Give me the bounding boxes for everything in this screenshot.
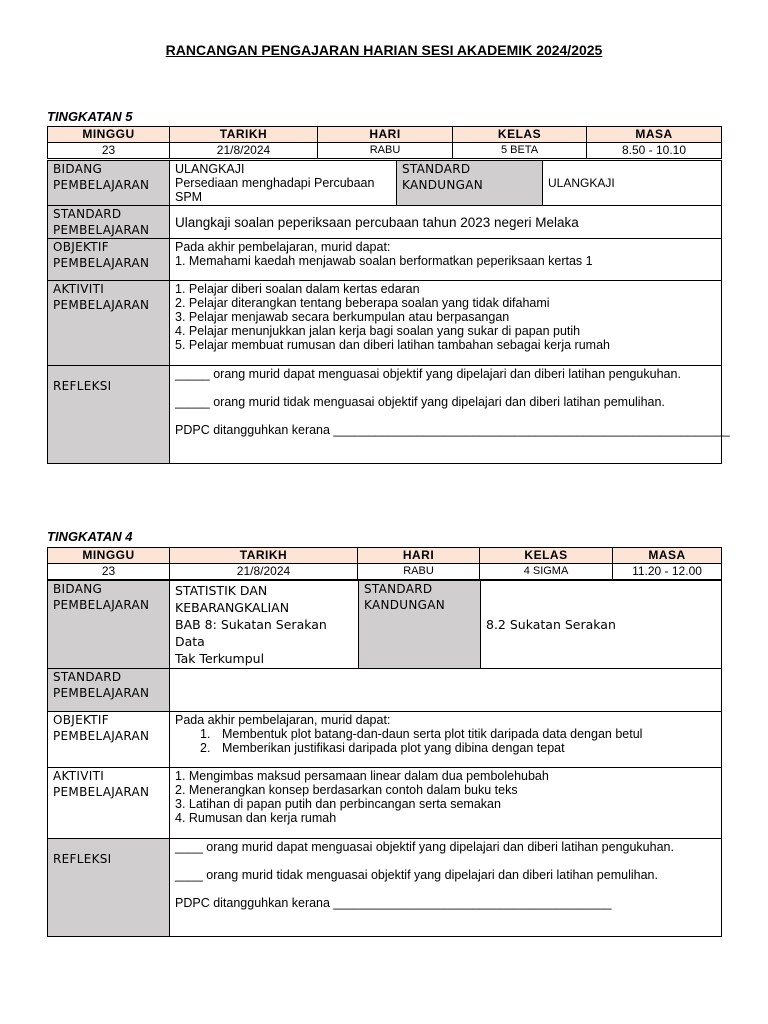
form4-heading: TINGKATAN 4 bbox=[47, 529, 133, 544]
label-bidang: BIDANG PEMBELAJARAN bbox=[48, 581, 170, 669]
header-masa: MASA bbox=[587, 127, 722, 143]
header-minggu: MINGGU bbox=[48, 548, 170, 564]
label-refleksi: REFLEKSI bbox=[48, 366, 170, 464]
standard-pembelajaran-value bbox=[170, 669, 722, 712]
standard-kandungan-value: ULANGKAJI bbox=[543, 161, 722, 206]
header-kelas: KELAS bbox=[480, 548, 613, 564]
header-kelas: KELAS bbox=[453, 127, 587, 143]
value-hari: RABU bbox=[318, 143, 453, 159]
label-standard-pembelajaran: STANDARD PEMBELAJARAN bbox=[48, 669, 170, 712]
standard-kandungan-value: 8.2 Sukatan Serakan bbox=[481, 581, 722, 669]
standard-pembelajaran-value: Ulangkaji soalan peperiksaan percubaan tahun 2023 negeri Melaka bbox=[170, 206, 722, 239]
aktiviti-content: 1. Pelajar diberi soalan dalam kertas edaran 2. Pelajar diterangkan tentang beberapa soalan yang tidak difahami 3. Pelajar menjawab secara berkumpulan atau berpasangan 4. Pelajar menunjukkan jalan kerja bagi soalan yang sukar di papan putih 5. Pelajar membuat rumusan dan diberi latihan tambahan sebagai kerja rumah bbox=[170, 281, 722, 366]
header-minggu: MINGGU bbox=[48, 127, 170, 143]
bidang-content: STATISTIK DAN KEBARANGKALIAN BAB 8: Sukatan Serakan Data Tak Terkumpul bbox=[170, 581, 359, 669]
label-refleksi: REFLEKSI bbox=[48, 839, 170, 937]
label-standard-pembelajaran: STANDARD PEMBELAJARAN bbox=[48, 206, 170, 239]
value-tarikh: 21/8/2024 bbox=[170, 143, 318, 159]
value-kelas: 5 BETA bbox=[453, 143, 587, 159]
label-bidang: BIDANG PEMBELAJARAN bbox=[48, 161, 170, 206]
form4-body-table bbox=[47, 580, 722, 937]
value-hari: RABU bbox=[358, 564, 480, 580]
label-aktiviti: AKTIVITI PEMBELAJARAN bbox=[48, 768, 170, 839]
aktiviti-content: 1. Mengimbas maksud persamaan linear dalam dua pembolehubah 2. Menerangkan konsep berdasarkan contoh dalam buku teks 3. Latihan di papan putih dan perbincangan serta semakan 4. Rumusan dan kerja rumah bbox=[170, 768, 722, 839]
form5-header-table bbox=[47, 126, 722, 159]
bidang-content: ULANGKAJI Persediaan menghadapi Percubaan SPM bbox=[170, 161, 397, 206]
objektif-content: Pada akhir pembelajaran, murid dapat: 1. Membentuk plot batang-dan-daun serta plot titik daripada data dengan betul 2. Memberikan justifikasi daripada plot yang dibina dengan tepat bbox=[170, 712, 722, 768]
header-tarikh: TARIKH bbox=[170, 548, 358, 564]
objektif-content: Pada akhir pembelajaran, murid dapat: 1. Memahami kaedah menjawab soalan berformatkan peperiksaan kertas 1 bbox=[170, 239, 722, 281]
value-minggu: 23 bbox=[48, 564, 170, 580]
value-kelas: 4 SIGMA bbox=[480, 564, 613, 580]
label-aktiviti: AKTIVITI PEMBELAJARAN bbox=[48, 281, 170, 366]
label-objektif: OBJEKTIF PEMBELAJARAN bbox=[48, 712, 170, 768]
refleksi-content: _____ orang murid dapat menguasai objektif yang dipelajari dan diberi latihan pengukuhan. _____ orang murid tidak menguasai objektif yang dipelajari dan diberi latihan pemulihan. PDPC ditangguhkan kerana _________________________________________________________ bbox=[170, 366, 722, 464]
value-minggu: 23 bbox=[48, 143, 170, 159]
header-hari: HARI bbox=[358, 548, 480, 564]
form5-body-table bbox=[47, 160, 730, 464]
label-objektif: OBJEKTIF PEMBELAJARAN bbox=[48, 239, 170, 281]
header-masa: MASA bbox=[613, 548, 722, 564]
header-tarikh: TARIKH bbox=[170, 127, 318, 143]
value-masa: 11.20 - 12.00 bbox=[613, 564, 722, 580]
value-tarikh: 21/8/2024 bbox=[170, 564, 358, 580]
header-hari: HARI bbox=[318, 127, 453, 143]
label-standard-kandungan: STANDARD KANDUNGAN bbox=[397, 161, 543, 206]
refleksi-content: ____ orang murid dapat menguasai objektif yang dipelajari dan diberi latihan pengukuhan. ____ orang murid tidak menguasai objektif yang dipelajari dan diberi latihan pemulihan. PDPC ditangguhkan kerana ________________________________________ bbox=[170, 839, 722, 937]
form5-heading: TINGKATAN 5 bbox=[47, 109, 133, 124]
value-masa: 8.50 - 10.10 bbox=[587, 143, 722, 159]
label-standard-kandungan: STANDARD KANDUNGAN bbox=[359, 581, 481, 669]
form4-header-table bbox=[47, 547, 722, 580]
document-title: RANCANGAN PENGAJARAN HARIAN SESI AKADEMIK 2024/2025 bbox=[165, 42, 603, 58]
